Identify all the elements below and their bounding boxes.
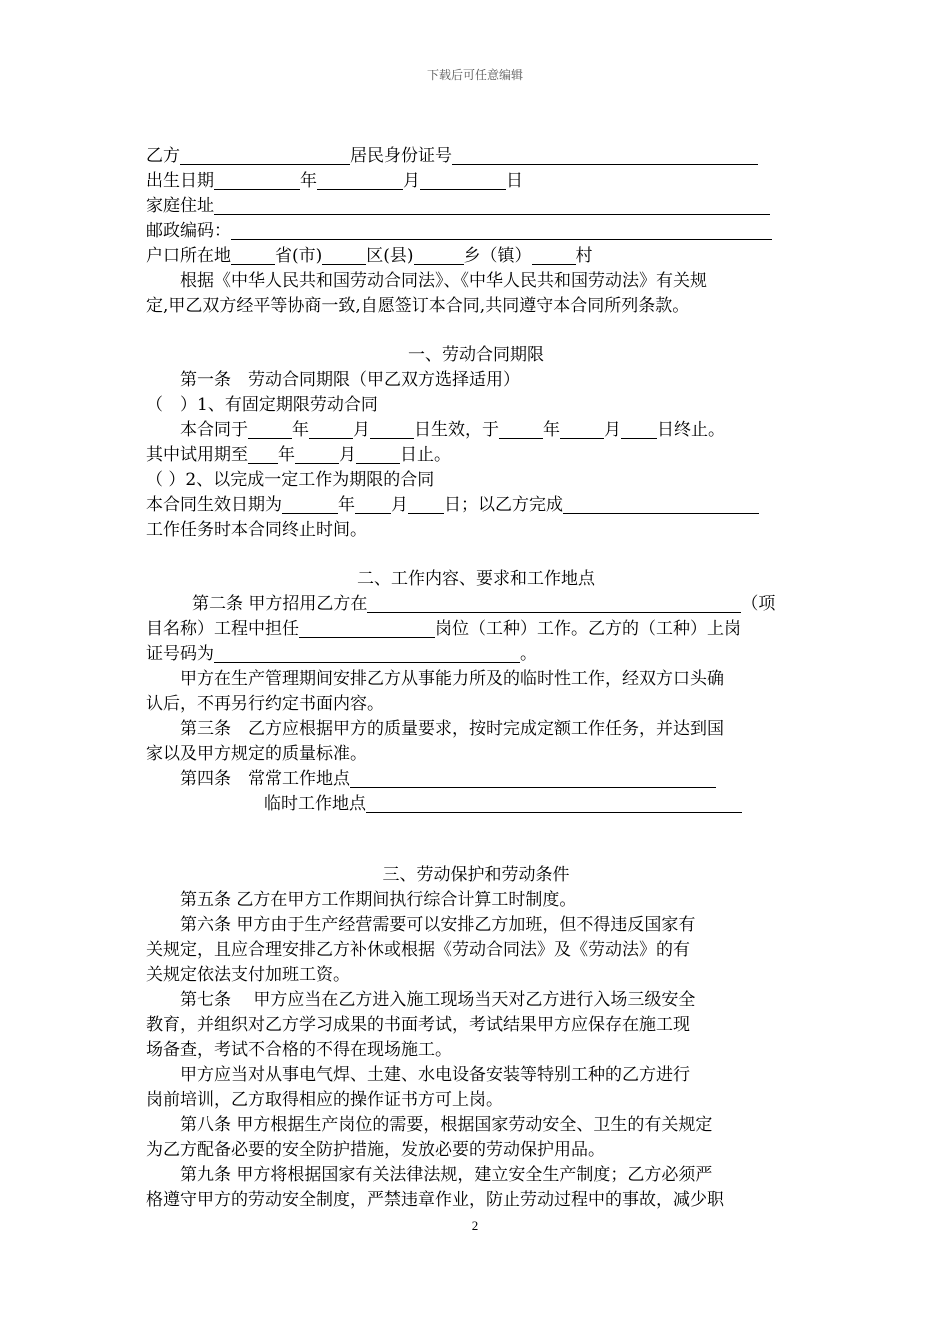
end-label: 日终止。 — [657, 420, 725, 440]
article-3-line-2: 家以及甲方规定的质量标准。 — [146, 744, 367, 764]
village-label: 村 — [575, 246, 593, 266]
article-8-line-2: 为乙方配备必要的安全防护措施，发放必要的劳动保护用品。 — [146, 1140, 605, 1160]
fixed-term-line — [146, 418, 806, 443]
regular-location-field[interactable] — [350, 769, 716, 788]
page-header: 下载后可任意编辑 — [426, 68, 523, 82]
article-4-line-1 — [146, 767, 806, 792]
county-field[interactable] — [322, 246, 366, 265]
birth-date-line — [146, 169, 806, 194]
month-label: 月 — [403, 171, 420, 191]
month-label: 月 — [339, 445, 356, 465]
cert-number-field[interactable] — [214, 644, 520, 663]
postcode-label: 邮政编码： — [146, 221, 231, 241]
article-7-line-3: 场备查，考试不合格的不得在现场施工。 — [146, 1040, 452, 1060]
probation-line — [146, 443, 806, 468]
intro-text-1: 根据《中华人民共和国劳动合同法》、《中华人民共和国劳动法》有关规 — [180, 271, 707, 291]
year-label: 年 — [543, 420, 560, 440]
party-b-label: 乙方 — [146, 146, 180, 166]
section-2-title: 二、工作内容、要求和工作地点 — [357, 569, 595, 589]
intro-line-1 — [146, 269, 806, 294]
month-label: 月 — [604, 420, 621, 440]
article-6-line-2: 关规定，且应合理安排乙方补休或根据《劳动合同法》及《劳动法》的有 — [146, 940, 690, 960]
probation-month-field[interactable] — [295, 445, 339, 464]
effective-label: 日生效，于 — [414, 420, 499, 440]
party-b-name-field[interactable] — [180, 146, 350, 165]
article-2-line-2 — [146, 617, 806, 642]
party-b-line — [146, 144, 806, 169]
article-8-line-1: 第八条 甲方根据生产岗位的需要，根据国家劳动安全、卫生的有关规定 — [180, 1115, 713, 1135]
contract-from-label: 本合同于 — [180, 420, 248, 440]
month-label: 月 — [391, 495, 408, 515]
art2-text-c: 目名称）工程中担任 — [146, 619, 299, 639]
start-month-field[interactable] — [309, 420, 353, 439]
home-address-line — [146, 194, 806, 219]
contract-body — [146, 144, 806, 1213]
birth-year-field[interactable] — [214, 171, 300, 190]
end-month-field[interactable] — [560, 420, 604, 439]
village-field[interactable] — [532, 246, 576, 265]
article-7-line-2: 教育，并组织对乙方学习成果的书面考试，考试结果甲方应保存在施工现 — [146, 1015, 690, 1035]
probation-day-field[interactable] — [356, 445, 400, 464]
article-9-line-2: 格遵守甲方的劳动安全制度，严禁违章作业，防止劳动过程中的事故，减少职 — [146, 1190, 724, 1210]
option-2: （ ）2、以完成一定工作为期限的合同 — [146, 470, 435, 490]
art2-text-a: 第二条 甲方招用乙方在 — [192, 594, 368, 614]
end-day-field[interactable] — [621, 420, 657, 439]
birth-month-field[interactable] — [317, 171, 403, 190]
postcode-field[interactable] — [231, 221, 772, 240]
year-label: 年 — [300, 171, 317, 191]
art2-text-d: 岗位（工种）工作。乙方的（工种）上岗 — [435, 619, 741, 639]
hukou-label: 户口所在地 — [146, 246, 231, 266]
temp-location-field[interactable] — [366, 794, 742, 813]
temp-location-label: 临时工作地点 — [264, 794, 366, 814]
task-month-field[interactable] — [355, 495, 391, 514]
probation-year-field[interactable] — [248, 445, 278, 464]
spacer — [146, 319, 806, 343]
stop-label: 日止。 — [400, 445, 451, 465]
project-name-field[interactable] — [367, 594, 741, 613]
effective-date-label: 本合同生效日期为 — [146, 495, 282, 515]
birth-day-field[interactable] — [420, 171, 506, 190]
start-year-field[interactable] — [248, 420, 292, 439]
article-2-line-1 — [146, 592, 806, 617]
year-label: 年 — [338, 495, 355, 515]
id-number-field[interactable] — [452, 146, 758, 165]
birth-date-label: 出生日期 — [146, 171, 214, 191]
complete-label: 日；以乙方完成 — [444, 495, 563, 515]
article-2-line-3 — [146, 642, 806, 667]
section-3-title: 三、劳动保护和劳动条件 — [382, 865, 570, 885]
county-label: 区(县) — [366, 246, 414, 266]
intro-line-2 — [146, 294, 806, 319]
task-day-field[interactable] — [408, 495, 444, 514]
option-1: （ ）1、有固定期限劳动合同 — [146, 395, 378, 415]
task-term-line — [146, 493, 806, 518]
article-9-line-1: 第九条 甲方将根据国家有关法律法规，建立安全生产制度；乙方必须严 — [180, 1165, 713, 1185]
intro-text-2: 定,甲乙双方经平等协商一致,自愿签订本合同,共同遵守本合同所列条款。 — [146, 296, 690, 316]
province-label: 省(市) — [275, 246, 323, 266]
year-label: 年 — [278, 445, 295, 465]
home-address-label: 家庭住址 — [146, 196, 214, 216]
hukou-line — [146, 244, 806, 269]
task-year-field[interactable] — [282, 495, 338, 514]
year-label: 年 — [292, 420, 309, 440]
temp-work-line-1: 甲方在生产管理期间安排乙方从事能力所及的临时性工作，经双方口头确 — [180, 669, 724, 689]
article-6-line-1: 第六条 甲方由于生产经营需要可以安排乙方加班，但不得违反国家有 — [180, 915, 696, 935]
probation-label: 其中试用期至 — [146, 445, 248, 465]
regular-location-label: 第四条 常常工作地点 — [180, 769, 350, 789]
province-field[interactable] — [231, 246, 275, 265]
article-1: 第一条 劳动合同期限（甲乙双方选择适用） — [180, 370, 520, 390]
task-name-field[interactable] — [563, 495, 759, 514]
township-label: 乡（镇） — [463, 246, 532, 266]
township-field[interactable] — [414, 246, 464, 265]
month-label: 月 — [353, 420, 370, 440]
start-day-field[interactable] — [370, 420, 414, 439]
page-number: 2 — [471, 1218, 479, 1233]
spacer — [146, 543, 806, 567]
article-5: 第五条 乙方在甲方工作期间执行综合计算工时制度。 — [180, 890, 577, 910]
training-line-2: 岗前培训，乙方取得相应的操作证书方可上岗。 — [146, 1090, 503, 1110]
spacer — [146, 817, 806, 863]
end-year-field[interactable] — [499, 420, 543, 439]
home-address-field[interactable] — [214, 196, 770, 215]
temp-work-line-2: 认后，不再另行约定书面内容。 — [146, 694, 384, 714]
task-end-line: 工作任务时本合同终止时间。 — [146, 520, 367, 540]
id-number-label: 居民身份证号 — [350, 146, 452, 166]
section-1-title: 一、劳动合同期限 — [408, 345, 544, 365]
postcode-line — [146, 219, 806, 244]
day-label: 日 — [506, 171, 523, 191]
article-6-line-3: 关规定依法支付加班工资。 — [146, 965, 350, 985]
article-7-line-1: 第七条 甲方应当在乙方进入施工现场当天对乙方进行入场三级安全 — [180, 990, 696, 1010]
article-3-line-1: 第三条 乙方应根据甲方的质量要求，按时完成定额工作任务，并达到国 — [180, 719, 724, 739]
article-4-line-2 — [146, 792, 806, 817]
art2-text-f: 。 — [520, 644, 537, 664]
position-field[interactable] — [299, 619, 435, 638]
art2-text-e: 证号码为 — [146, 644, 214, 664]
art2-text-b: （项 — [741, 594, 776, 614]
training-line-1: 甲方应当对从事电气焊、土建、水电设备安装等特别工种的乙方进行 — [180, 1065, 690, 1085]
